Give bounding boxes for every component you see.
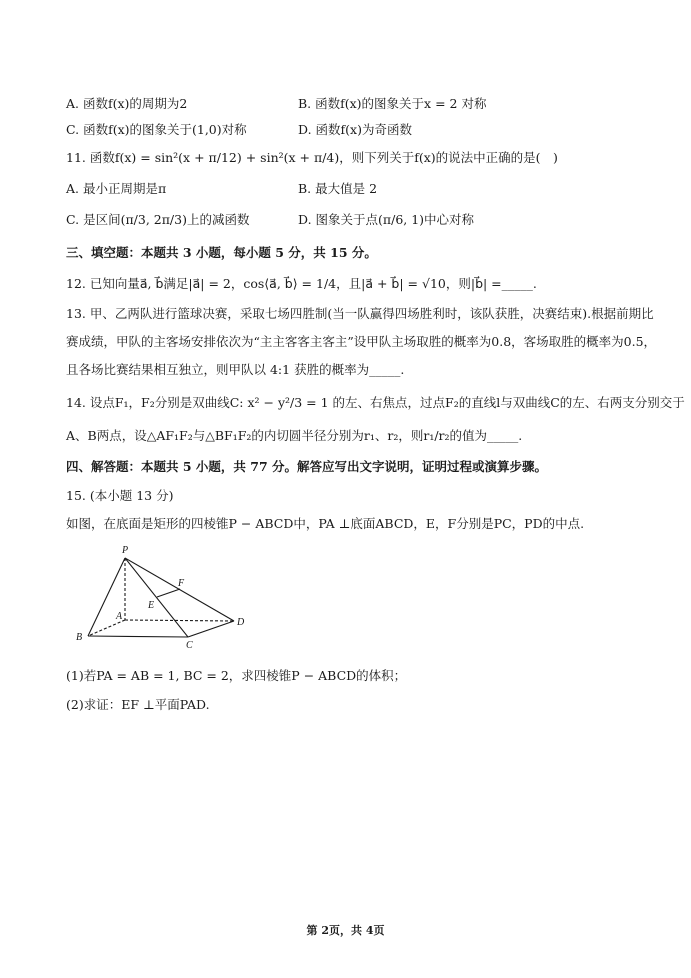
- q10-option-c: C. 函数f(x)的图象关于(1,0)对称: [66, 122, 247, 137]
- q15-part2: (2)求证：EF ⊥平面PAD.: [66, 697, 210, 712]
- label-e: E: [148, 600, 155, 611]
- q11-stem: 11. 函数f(x) = sin²(x + π/12) + sin²(x + π/4)，则下列关于f(x)的说法中正确的是( ): [66, 150, 558, 165]
- label-a: A: [116, 611, 123, 622]
- q11-option-d: D. 图象关于点(π/6, 1)中心对称: [298, 212, 475, 227]
- label-b: B: [76, 632, 83, 643]
- label-d: D: [237, 617, 245, 628]
- section4-heading: 四、解答题：本题共 5 小题，共 77 分。解答应写出文字说明，证明过程或演算步骤。: [66, 459, 548, 474]
- q15-title: 15. (本小题 13 分): [66, 488, 174, 503]
- q13-line2: 赛成绩，甲队的主客场安排依次为“主主客客主客主”设甲队主场取胜的概率为0.8，客场取胜的概率为0.5，: [66, 334, 657, 349]
- page-footer: 第 2页，共 4页: [306, 924, 385, 937]
- q14-line1: 14. 设点F₁，F₂分别是双曲线C: x² − y²/3 = 1 的左、右焦点，过点F₂的直线l与双曲线C的左、右两支分别交于: [66, 395, 685, 410]
- label-c: C: [186, 640, 193, 650]
- pyramid-figure: [72, 540, 252, 650]
- section3-heading: 三、填空题：本题共 3 小题，每小题 5 分，共 15 分。: [66, 245, 377, 260]
- label-f: F: [178, 578, 185, 589]
- q12-text: 12. 已知向量a⃗, b⃗满足|a⃗| = 2，cos⟨a⃗, b⃗⟩ = 1/4，且|a⃗ + b⃗| = √10，则|b⃗| =_____.: [66, 276, 537, 291]
- q14-line2: A、B两点，设△AF₁F₂与△BF₁F₂的内切圆半径分别为r₁、r₂，则r₁/r₂的值为_____.: [66, 428, 523, 443]
- q10-option-b: B. 函数f(x)的图象关于x = 2 对称: [298, 96, 487, 111]
- q10-option-d: D. 函数f(x)为奇函数: [298, 122, 412, 137]
- label-p: P: [122, 545, 129, 556]
- q15-stem: 如图，在底面是矩形的四棱锥P − ABCD中，PA ⊥底面ABCD，E，F分别是PC，PD的中点.: [66, 516, 585, 531]
- q13-line3: 且各场比赛结果相互独立，则甲队以 4:1 获胜的概率为_____.: [66, 362, 405, 377]
- q13-line1: 13. 甲、乙两队进行篮球决赛，采取七场四胜制(当一队赢得四场胜利时，该队获胜，决赛结束).根据前期比: [66, 306, 654, 321]
- q10-option-a: A. 函数f(x)的周期为2: [66, 96, 188, 111]
- q11-option-c: C. 是区间(π/3, 2π/3)上的减函数: [66, 212, 250, 227]
- q11-option-a: A. 最小正周期是π: [66, 181, 167, 196]
- q11-option-b: B. 最大值是 2: [298, 181, 378, 196]
- q15-part1: (1)若PA = AB = 1, BC = 2，求四棱锥P − ABCD的体积；: [66, 668, 407, 683]
